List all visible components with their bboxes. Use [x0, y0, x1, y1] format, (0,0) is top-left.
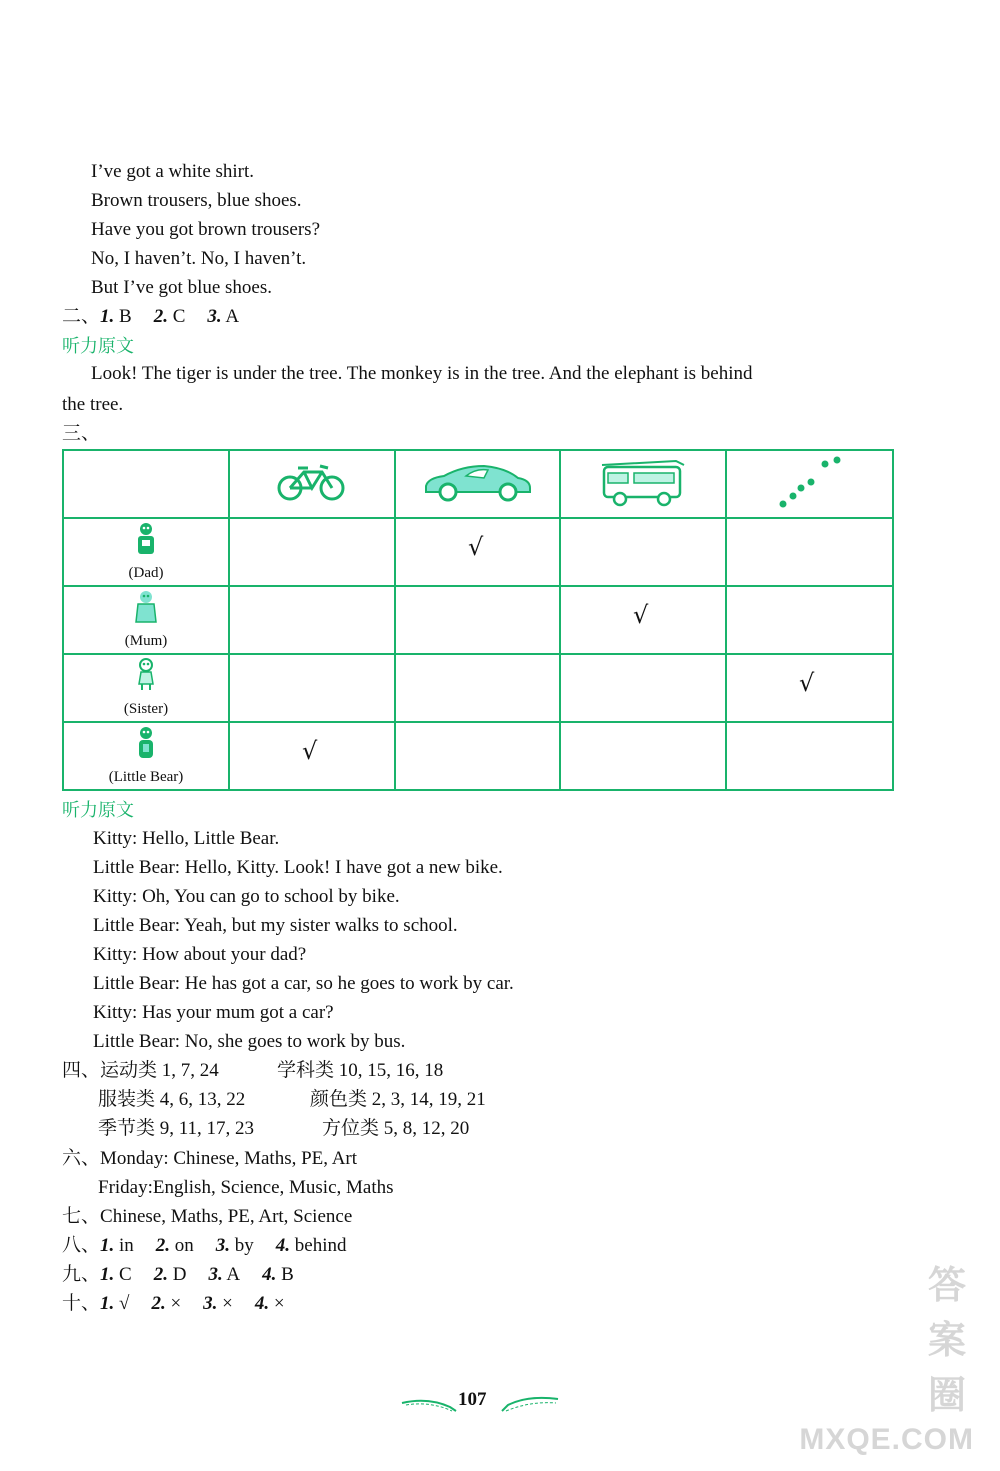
check-mark: √ — [633, 601, 649, 629]
q-number: 4. — [275, 1235, 291, 1256]
table-cell — [560, 586, 726, 654]
dialogue-line-6: Little Bear: He has got a car, so he goes to work by car. — [93, 973, 514, 994]
intro-line-2: Brown trousers, blue shoes. — [91, 190, 302, 211]
answer: × — [170, 1293, 182, 1314]
section-10-answers — [62, 1292, 285, 1316]
row-label: (Dad) — [128, 565, 164, 581]
section-2-text-2: the tree. — [62, 394, 124, 415]
intro-line-5: But I’ve got blue shoes. — [91, 277, 273, 298]
section-8-answers — [62, 1234, 347, 1258]
answer: C — [119, 1264, 132, 1285]
answer: in — [119, 1235, 134, 1256]
q-number: 3. — [207, 306, 222, 327]
intro-line-1: I’ve got a white shirt. — [91, 161, 255, 182]
q-number: 1. — [100, 1293, 115, 1314]
table-row — [63, 518, 893, 586]
answer: B — [281, 1264, 294, 1285]
watermark-domain: MXQE.COM — [799, 1423, 974, 1456]
table-cell — [726, 722, 893, 790]
q-number: 2. — [153, 1264, 168, 1285]
row-label-cell — [63, 518, 229, 586]
table-cell — [726, 654, 893, 722]
q-number: 4. — [262, 1264, 277, 1285]
answer: D — [172, 1264, 187, 1285]
q-number: 2. — [151, 1293, 166, 1314]
dialogue-line-4: Little Bear: Yeah, but my sister walks to school. — [93, 915, 458, 936]
q-number: 3. — [208, 1264, 223, 1285]
q-number: 3. — [203, 1293, 218, 1314]
table-row — [63, 722, 893, 790]
sister-bear-icon — [135, 658, 157, 692]
answer: C — [172, 306, 186, 327]
section-3-prefix: 三、 — [62, 423, 101, 444]
right-swoosh-icon — [498, 1389, 560, 1415]
answer: on — [174, 1235, 194, 1256]
table-cell — [726, 586, 893, 654]
section-2-text-1: Look! The tiger is under the tree. The monkey is in the tree. And the elephant is behind — [91, 363, 753, 384]
dialogue-line-7: Kitty: Has your mum got a car? — [93, 1002, 334, 1023]
table-row — [63, 586, 893, 654]
table-cell — [395, 586, 560, 654]
answer: × — [222, 1293, 233, 1314]
section-7-text: Chinese, Maths, PE, Art, Science — [100, 1206, 353, 1227]
table-cell — [395, 722, 560, 790]
row-label: (Little Bear) — [108, 769, 184, 785]
table-row — [63, 654, 893, 722]
table-cell — [229, 654, 395, 722]
check-mark: √ — [799, 669, 815, 697]
q-number: 1. — [100, 1235, 115, 1256]
footprints-icon — [775, 454, 845, 510]
category-seasons: 季节类 9, 11, 17, 23 — [98, 1118, 255, 1139]
section-10-prefix: 十、 — [62, 1293, 101, 1314]
row-label-cell — [63, 654, 229, 722]
table-cell — [229, 586, 395, 654]
section-7 — [62, 1205, 352, 1229]
check-mark: √ — [468, 533, 484, 561]
section-2-answers — [62, 305, 239, 329]
section-9-prefix: 九、 — [62, 1264, 101, 1285]
section-4-prefix: 四、 — [62, 1060, 101, 1081]
table-cell — [726, 518, 893, 586]
row-label: (Mum) — [124, 633, 168, 649]
row-label: (Sister) — [123, 701, 169, 717]
page-number: 107 — [458, 1389, 487, 1410]
answer: × — [273, 1293, 285, 1314]
answer: by — [234, 1235, 254, 1256]
transport-table — [62, 449, 894, 791]
header-cell — [726, 450, 893, 518]
section-2-prefix: 二、 — [62, 306, 101, 327]
answer: √ — [119, 1293, 130, 1314]
section-6-line-1 — [62, 1147, 357, 1171]
answer: A — [225, 306, 240, 327]
table-corner-cell — [63, 450, 229, 518]
bus-icon — [598, 457, 688, 507]
intro-line-3: Have you got brown trousers? — [91, 219, 321, 240]
q-number: 2. — [155, 1235, 171, 1256]
category-sports: 运动类 1, 7, 24 — [100, 1060, 219, 1081]
listening-label: 听力原文 — [62, 800, 134, 820]
q-number: 4. — [254, 1293, 270, 1314]
q-number: 3. — [215, 1235, 231, 1256]
section-9-answers — [62, 1263, 294, 1287]
dad-bear-icon — [135, 522, 157, 556]
category-subjects: 学科类 10, 15, 16, 18 — [277, 1060, 444, 1081]
section-7-prefix: 七、 — [62, 1206, 101, 1227]
section-6-line-2: Friday:English, Science, Music, Maths — [98, 1177, 394, 1198]
category-colours: 颜色类 2, 3, 14, 19, 21 — [310, 1089, 486, 1110]
dialogue-line-3: Kitty: Oh, You can go to school by bike. — [93, 886, 400, 907]
table-cell — [395, 654, 560, 722]
table-cell — [229, 518, 395, 586]
dialogue-line-5: Kitty: How about your dad? — [93, 944, 307, 965]
dialogue-line-2: Little Bear: Hello, Kitty. Look! I have got a new bike. — [93, 857, 503, 878]
car-icon — [422, 460, 534, 504]
page-footer — [400, 1389, 560, 1415]
row-label-cell — [63, 586, 229, 654]
table-cell — [395, 518, 560, 586]
header-cell — [229, 450, 395, 518]
answer: A — [226, 1264, 241, 1285]
table-cell — [229, 722, 395, 790]
little-bear-icon — [135, 726, 157, 760]
answer: behind — [294, 1235, 347, 1256]
row-label-cell — [63, 722, 229, 790]
q-number: 1. — [100, 1264, 115, 1285]
watermark-logo-text: 答案圈 — [927, 1265, 968, 1417]
q-number: 2. — [153, 306, 168, 327]
section-6-monday: Monday: Chinese, Maths, PE, Art — [100, 1148, 358, 1169]
table-cell — [560, 518, 726, 586]
intro-line-4: No, I haven’t. No, I haven’t. — [91, 248, 307, 269]
header-cell — [560, 450, 726, 518]
header-cell — [395, 450, 560, 518]
category-positions: 方位类 5, 8, 12, 20 — [322, 1118, 470, 1139]
answer: B — [119, 306, 132, 327]
check-mark: √ — [302, 737, 318, 765]
section-6-prefix: 六、 — [62, 1148, 101, 1169]
listening-label: 听力原文 — [62, 336, 134, 356]
q-number: 1. — [100, 306, 115, 327]
table-cell — [560, 654, 726, 722]
category-clothes: 服装类 4, 6, 13, 22 — [98, 1089, 246, 1110]
table-cell — [560, 722, 726, 790]
table-header-row — [63, 450, 893, 518]
section-8-prefix: 八、 — [62, 1235, 101, 1256]
dialogue-line-1: Kitty: Hello, Little Bear. — [93, 828, 280, 849]
left-swoosh-icon — [400, 1389, 460, 1415]
dialogue-line-8: Little Bear: No, she goes to work by bus. — [93, 1031, 406, 1052]
bicycle-icon — [276, 462, 348, 502]
mum-bear-icon — [135, 590, 157, 624]
